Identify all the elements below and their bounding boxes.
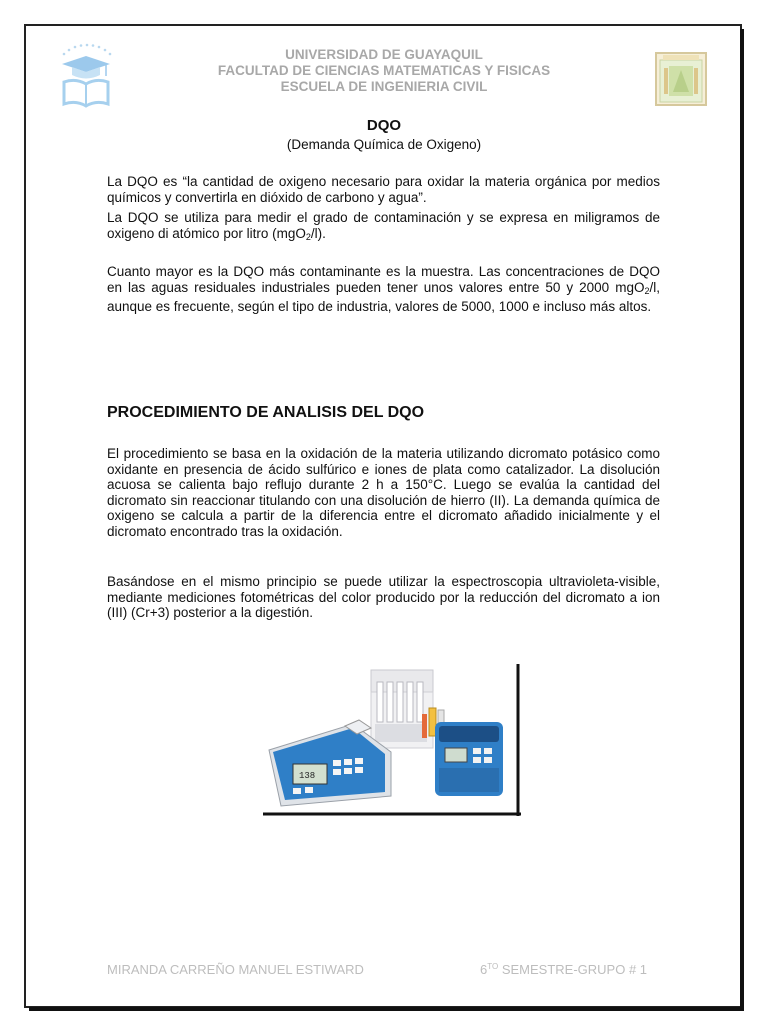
intro-paragraph-2 — [107, 210, 660, 245]
intro-p3-text-end: /l, aunque es frecuente, según el tipo de industria, valores de 5000, 1000 e incluso más altos. — [107, 279, 660, 315]
footer-semester — [480, 962, 647, 977]
intro-p2-text-end: /l). — [310, 225, 326, 241]
document-title: DQO — [366, 117, 402, 134]
section-heading: PROCEDIMIENTO DE ANALISIS DEL DQO — [107, 404, 425, 421]
faculty-name: FACULTAD DE CIENCIAS MATEMATICAS Y FISICAS — [217, 63, 551, 78]
institution-header — [150, 47, 618, 95]
intro-paragraph-1: La DQO es “la cantidad de oxigeno necesario para oxidar la materia orgánica por medios químicos y convertirla en dióxido de carbono y agua”. — [107, 174, 660, 205]
semester-number: 6 — [480, 962, 488, 977]
procedure-paragraph-2: Basándose en el mismo principio se puede utilizar la espectroscopia ultravioleta-visible, mediante mediciones fotométricas del color producido por la reducción del dicromato a ion (III) (Cr+3) posterior a la digestión. — [107, 574, 660, 621]
semester-group: SEMESTRE-GRUPO # 1 — [498, 962, 648, 977]
school-name: ESCUELA DE INGENIERIA CIVIL — [280, 79, 488, 94]
footer-author: MIRANDA CARREÑO MANUEL ESTIWARD — [107, 962, 364, 977]
intro-p2-subscript: 2 — [305, 231, 311, 242]
svg-text:138: 138 — [299, 771, 316, 781]
cod-equipment-photo — [263, 664, 521, 816]
document-subtitle: (Demanda Química de Oxigeno) — [286, 137, 482, 152]
semester-superscript: TO — [487, 962, 499, 971]
graduation-cap-logo-icon — [58, 42, 114, 108]
faculty-seal-logo-icon — [655, 52, 707, 106]
procedure-paragraph-1: El procedimiento se basa en la oxidación de la materia utilizando dicromato potásico como oxidante en presencia de ácido sulfúrico e iones de plata como catalizador. La disolución acuosa se calienta bajo reflujo durante 2 h a 150°C. Luego se evalúa la cantidad del dicromato sin reaccionar titulando con una disolución de hierro (II). La demanda química de oxigeno se calcula a partir de la diferencia entre el dicromato añadido inicialmente y el dicromato encontrado tras la oxidación. — [107, 446, 660, 539]
university-name: UNIVERSIDAD DE GUAYAQUIL — [285, 47, 483, 62]
intro-p2-text: La DQO se utiliza para medir el grado de contaminación y se expresa en miligramos de oxigeno di atómico por litro (mgO — [107, 210, 660, 241]
intro-p3-subscript: 2 — [644, 285, 650, 296]
intro-paragraph-3 — [107, 264, 660, 315]
intro-p3-text: Cuanto mayor es la DQO más contaminante es la muestra. Las concentraciones de DQO en las aguas residuales industriales pueden tener unos valores entre 50 y 2000 mgO — [107, 264, 660, 295]
